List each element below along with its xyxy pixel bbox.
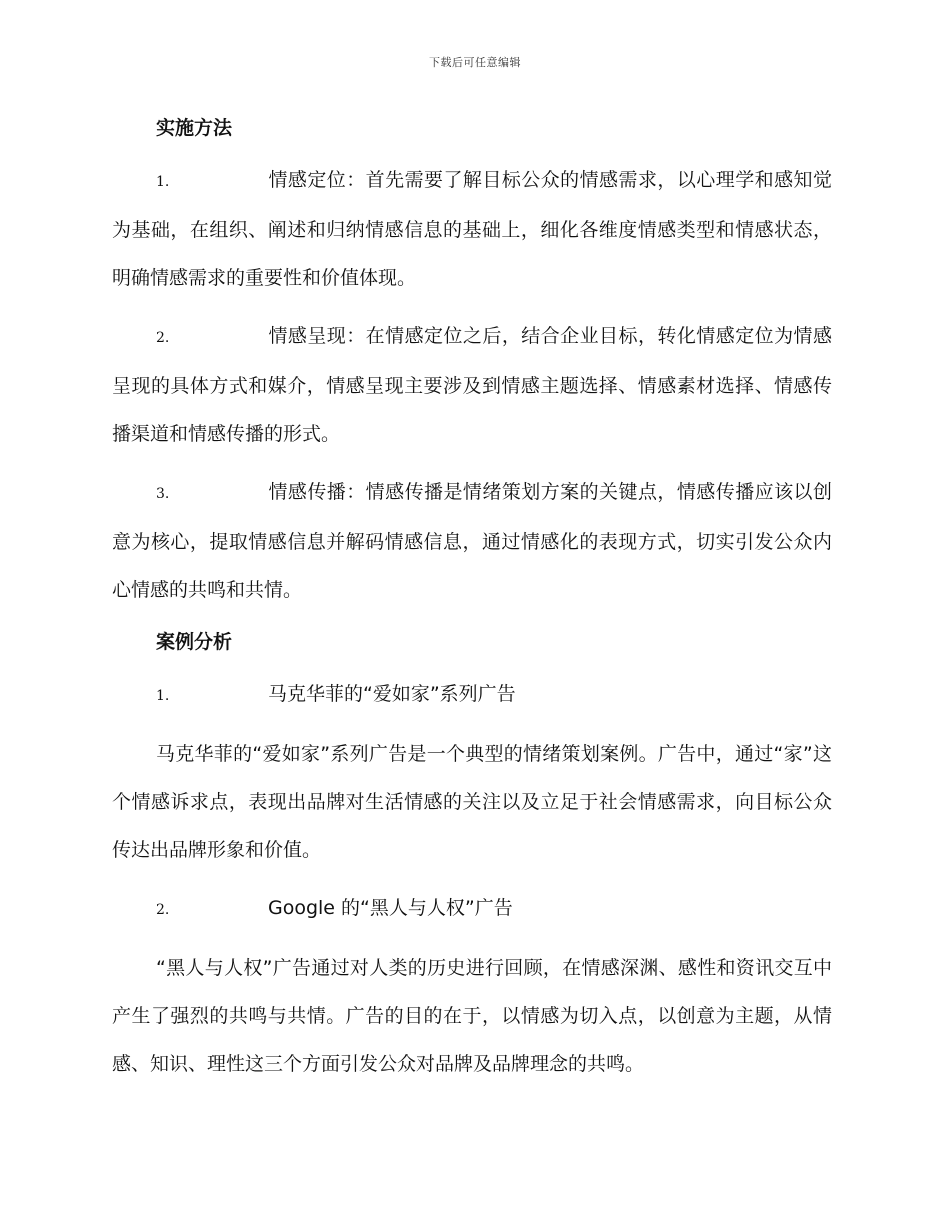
section-heading-methods: 实施方法	[156, 117, 233, 139]
method-item-2	[112, 312, 832, 458]
list-number: 3.	[156, 486, 170, 502]
list-number: 1.	[156, 688, 170, 704]
list-number: 2.	[156, 902, 170, 918]
case-title-text: 马克华菲的“爱如家”系列广告	[268, 683, 516, 705]
case-title-text: Google 的“黑人与人权”广告	[268, 897, 513, 919]
document-body	[112, 110, 832, 1088]
method-item-text: 情感定位：首先需要了解目标公众的情感需求，以心理学和感知觉为基础，在组织、阐述和归纳情感信息的基础上，细化各维度情感类型和情感状态，明确情感需求的重要性和价值体现。	[112, 169, 832, 289]
list-number: 2.	[156, 330, 170, 346]
method-item-text: 情感呈现：在情感定位之后，结合企业目标，转化情感定位为情感呈现的具体方式和媒介，情感呈现主要涉及到情感主题选择、情感素材选择、情感传播渠道和情感传播的形式。	[112, 325, 832, 445]
header-note: 下载后可任意编辑	[429, 56, 521, 69]
case-body-1: 马克华菲的“爱如家”系列广告是一个典型的情绪策划案例。广告中，通过“家”这个情感诉求点，表现出品牌对生活情感的关注以及立足于社会情感需求，向目标公众传达出品牌形象和价值。	[112, 743, 832, 861]
method-item-text: 情感传播：情感传播是情绪策划方案的关键点，情感传播应该以创意为核心，提取情感信息并解码情感信息，通过情感化的表现方式，切实引发公众内心情感的共鸣和共情。	[112, 481, 832, 601]
case-title-2	[112, 884, 832, 934]
case-title-1	[112, 670, 832, 720]
section-heading-cases: 案例分析	[156, 631, 233, 653]
method-item-1	[112, 156, 832, 302]
case-body-2: “黑人与人权”广告通过对人类的历史进行回顾，在情感深渊、感性和资讯交互中产生了强烈的共鸣与共情。广告的目的在于，以情感为切入点，以创意为主题，从情感、知识、理性这三个方面引发公众对品牌及品牌理念的共鸣。	[112, 957, 832, 1075]
method-item-3	[112, 468, 832, 614]
list-number: 1.	[156, 174, 170, 190]
